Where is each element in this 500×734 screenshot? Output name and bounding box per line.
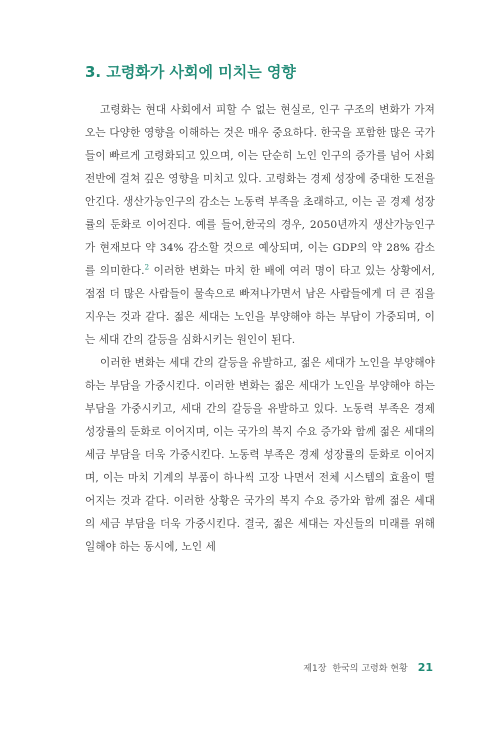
paragraph-1-text-a: 고령화는 현대 사회에서 피할 수 없는 현실로, 인구 구조의 변화가 가져오는 다양한 영향을 이해하는 것은 매우 중요하다. 한국을 포함한 많은 국가들이 빠르게 고령화되고 있으며, 이는 단순히 노인 인구의 증가를 넘어 사회 전반에 걸쳐 깊은 영향을 미치고 있다. 고령화는 경제 성장에 중대한 도전을 안긴다. 생산가능인구의 감소는 노동력 부족을 초래하고, 이는 곧 경제 성장률의 둔화로 이어진다. 예를 들어,한국의 경우, 2050년까지 생산가능인구가 현재보다 약 34% 감소할 것으로 예상되며, 이는 GDP의 약 28% 감소를 의미한다. xyxy=(85,104,435,277)
body-text xyxy=(85,99,435,559)
paragraph-1 xyxy=(85,99,435,352)
paragraph-1-text-b: 이러한 변화는 마치 한 배에 여러 명이 타고 있는 상황에서, 점점 더 많은 사람들이 물속으로 빠져나가면서 남은 사람들에게 더 큰 짐을 지우는 것과 같다. 젊은 세대는 노인을 부양해야 하는 부담이 가중되며, 이는 세대 간의 갈등을 심화시키는 원인이 된다. xyxy=(85,265,435,346)
section-heading: 3. 고령화가 사회에 미치는 영향 xyxy=(85,63,296,81)
footer-chapter: 제1장 xyxy=(303,664,327,674)
paragraph-2: 이러한 변화는 세대 간의 갈등을 유발하고, 젊은 세대가 노인을 부양해야 하는 부담을 가중시킨다. 이러한 변화는 젊은 세대가 노인을 부양해야 하는 부담을 가중시키고, 세대 간의 갈등을 유발하고 있다. 노동력 부족은 경제 성장률의 둔화로 이어지며, 이는 국가의 복지 수요 증가와 함께 젊은 세대의 세금 부담을 더욱 가중시킨다. 노동력 부족은 경제 성장률의 둔화로 이어지며, 이는 마치 기계의 부품이 하나씩 고장 나면서 전체 시스템의 효율이 떨어지는 것과 같다. 이러한 상황은 국가의 복지 수요 증가와 함께 젊은 세대의 세금 부담을 더욱 가중시킨다. 결국, 젊은 세대는 자신들의 미래를 위해 일해야 하는 동시에, 노인 세 xyxy=(85,357,435,553)
page-number: 21 xyxy=(417,661,433,674)
footer-chapter-title: 한국의 고령화 현황 xyxy=(332,664,408,674)
footnote-reference[interactable]: 2 xyxy=(144,263,150,272)
page-footer xyxy=(303,661,433,674)
